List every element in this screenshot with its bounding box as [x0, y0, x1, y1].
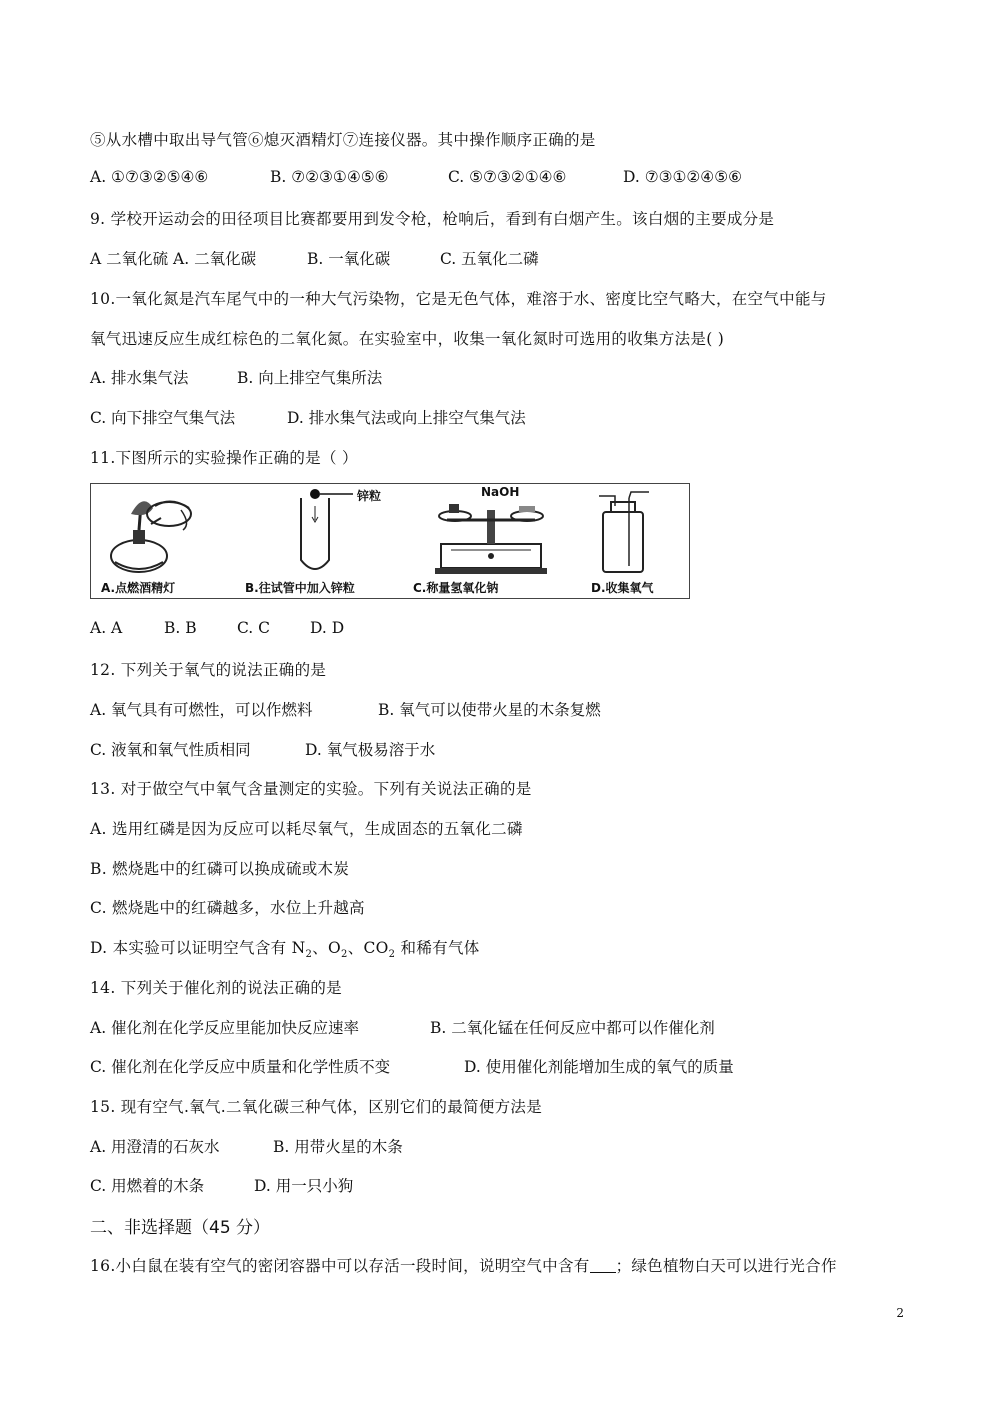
q14-options-row2 — [90, 1055, 734, 1077]
figure-panel-c — [411, 484, 571, 598]
q14-options-row1 — [90, 1016, 715, 1038]
q10-stem-line1: 10.一氧化氮是汽车尾气中的一种大气污染物，它是无色气体，难溶于水、密度比空气略大，在空气中能与 — [90, 290, 827, 308]
naoh-label: NaOH — [481, 485, 520, 499]
alcohol-lamp-illustration — [91, 484, 241, 580]
q8-option-a: A. ①⑦③②⑤④⑥ — [90, 168, 209, 186]
q8-options — [90, 168, 742, 186]
q10-options-row2 — [90, 406, 526, 428]
figure-caption-c: C.称量氢氧化钠 — [413, 581, 499, 595]
figure-panel-b — [241, 484, 411, 598]
q15-stem: 15. 现有空气.氧气.二氧化碳三种气体，区别它们的最简便方法是 — [90, 1098, 543, 1116]
q14-option-c: C. 催化剂在化学反应中质量和化学性质不变 — [90, 1058, 391, 1076]
q10-option-c: C. 向下排空气集气法 — [90, 409, 236, 427]
gas-bottle-illustration — [571, 484, 689, 580]
q11-option-a: A. A — [90, 619, 123, 637]
q12-stem: 12. 下列关于氧气的说法正确的是 — [90, 661, 327, 679]
q11-options — [90, 619, 344, 637]
figure-panel-a — [91, 484, 241, 598]
zinc-label: 锌粒 — [357, 489, 382, 503]
q8-option-c: C. ⑤⑦③②①④⑥ — [448, 168, 567, 186]
q15-option-b: B. 用带火星的木条 — [273, 1138, 403, 1156]
q12-option-a: A. 氧气具有可燃性，可以作燃料 — [90, 701, 313, 719]
q15-option-c: C. 用燃着的木条 — [90, 1177, 205, 1195]
figure-caption-b: B.往试管中加入锌粒 — [245, 581, 355, 595]
q9-stem: 9. 学校开运动会的田径项目比赛都要用到发令枪，枪响后，看到有白烟产生。该白烟的主要成分是 — [90, 210, 775, 228]
q10-option-d: D. 排水集气法或向上排空气集气法 — [287, 409, 526, 427]
q12-options-row1 — [90, 698, 601, 720]
q15-options-row1 — [90, 1135, 403, 1157]
figure-caption-d: D.收集氧气 — [591, 581, 654, 595]
q12-option-c: C. 液氧和氧气性质相同 — [90, 741, 251, 759]
q15-option-d: D. 用一只小狗 — [254, 1177, 354, 1195]
q13-option-b: B. 燃烧匙中的红磷可以换成硫或木炭 — [90, 860, 350, 878]
q10-options-row1 — [90, 366, 382, 388]
figure-caption-a: A.点燃酒精灯 — [101, 581, 176, 595]
q8-option-d: D. ⑦③①②④⑤⑥ — [623, 168, 742, 186]
q9-options — [90, 247, 539, 269]
q13-stem: 13. 对于做空气中氧气含量测定的实验。下列有关说法正确的是 — [90, 780, 532, 798]
q11-option-d: D. D — [310, 619, 345, 637]
q8-stem-tail: ⑤从水槽中取出导气管⑥熄灭酒精灯⑦连接仪器。其中操作顺序正确的是 — [90, 131, 596, 149]
q14-stem: 14. 下列关于催化剂的说法正确的是 — [90, 979, 342, 997]
q14-option-b: B. 二氧化锰在任何反应中都可以作催化剂 — [430, 1019, 715, 1037]
q10-stem-line2: 氧气迅速反应生成红棕色的二氧化氮。在实验室中，收集一氧化氮时可选用的收集方法是( ) — [90, 330, 725, 348]
q14-option-a: A. 催化剂在化学反应里能加快反应速率 — [90, 1019, 360, 1037]
q11-option-b: B. B — [164, 619, 197, 637]
q12-options-row2 — [90, 738, 435, 760]
section-title: 二、非选择题（45 分） — [90, 1218, 271, 1238]
q13-option-c: C. 燃烧匙中的红磷越多，水位上升越高 — [90, 899, 365, 917]
q10-option-a: A. 排水集气法 — [90, 369, 189, 387]
page-number: 2 — [896, 1306, 904, 1320]
test-tube-illustration — [241, 484, 411, 580]
q8-option-b: B. ⑦②③①④⑤⑥ — [270, 168, 389, 186]
q11-figure — [90, 483, 690, 599]
figure-panel-d — [571, 484, 689, 598]
q10-option-b: B. 向上排空气集所法 — [237, 369, 383, 387]
q15-option-a: A. 用澄清的石灰水 — [90, 1138, 220, 1156]
answer-blank[interactable] — [590, 1258, 616, 1273]
q13-option-d: D. 本实验可以证明空气含有 $N_2$、$O_2$、$CO_2$ 和稀有气体 — [90, 939, 480, 961]
q14-option-d: D. 使用催化剂能增加生成的氧气的质量 — [464, 1058, 734, 1076]
q11-option-c: C. C — [237, 619, 271, 637]
q11-stem: 11.下图所示的实验操作正确的是（ ） — [90, 449, 358, 467]
q13-option-a: A. 选用红磷是因为反应可以耗尽氧气，生成固态的五氧化二磷 — [90, 820, 523, 838]
q15-options-row2 — [90, 1174, 353, 1196]
q16-stem: 16.小白鼠在装有空气的密闭容器中可以存活一段时间，说明空气中含有 ；绿色植物白天可以进行光合作 — [90, 1257, 837, 1275]
q12-option-d: D. 氧气极易溶于水 — [305, 741, 436, 759]
q9-option-b: B. 一氧化碳 — [307, 250, 391, 268]
q12-option-b: B. 氧气可以使带火星的木条复燃 — [378, 701, 601, 719]
q9-option-c: C. 五氧化二磷 — [440, 250, 539, 268]
q9-option-a: A 二氧化硫 A. 二氧化碳 — [90, 250, 257, 268]
